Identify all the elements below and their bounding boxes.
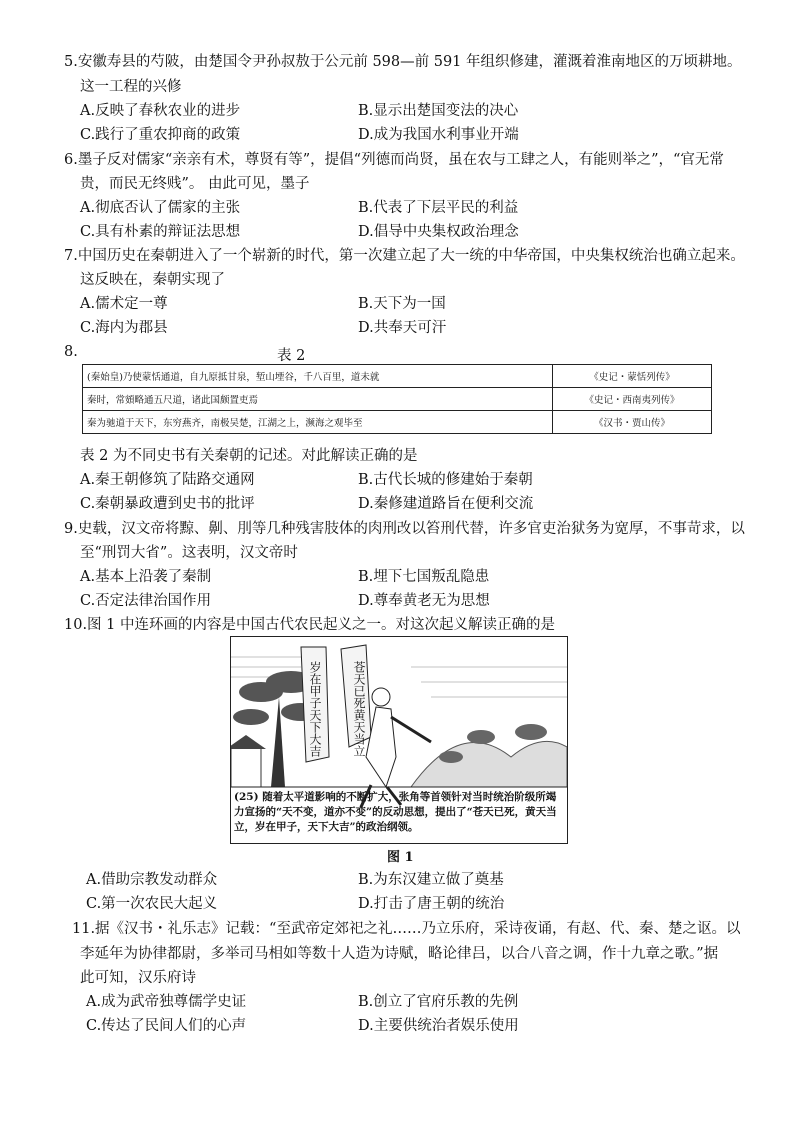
- q8-option-c: C.秦朝暴政遭到史书的批评: [80, 496, 255, 512]
- q6-option-c: C.具有朴素的辩证法思想: [80, 224, 241, 240]
- q8-option-d: D.秦修建道路旨在便利交流: [358, 496, 534, 512]
- q6-stem-line1: 6.墨子反对儒家“亲亲有术，尊贤有等”，提倡“列德而尚贤，虽在农与工肆之人，有能则举之”，“官无常: [64, 152, 724, 168]
- q9-option-b: B.埋下七国叛乱隐患: [358, 569, 490, 585]
- q11-option-a: A.成为武帝独尊儒学史证: [86, 994, 247, 1010]
- q8-number: 8.: [64, 344, 78, 360]
- q10-option-d: D.打击了唐王朝的统治: [358, 896, 505, 912]
- q5-option-c: C.践行了重农抑商的政策: [80, 127, 241, 143]
- comic-caption-text: (25) 随着太平道影响的不断扩大，张角等首领针对当时统治阶级所竭力宣扬的“天不变，道亦不变”的反动思想，提出了“苍天已死，黄天当立，岁在甲子，天下大吉”的政治纲领。: [234, 791, 557, 833]
- q5-option-a: A.反映了春秋农业的进步: [80, 103, 241, 119]
- table-row: [83, 411, 712, 434]
- q9-option-c: C.否定法律治国作用: [80, 593, 212, 609]
- banner-slogan-left: 岁在甲子天下大吉: [308, 661, 322, 757]
- table-caption: 表 2: [277, 348, 306, 364]
- q10-stem: 10.图 1 中连环画的内容是中国古代农民起义之一。对这次起义解读正确的是: [64, 617, 556, 633]
- table-row: [83, 365, 712, 388]
- q9-stem-line2: 至“刑罚大省”。这表明，汉文帝时: [80, 545, 298, 561]
- q10-option-b: B.为东汉建立做了奠基: [358, 872, 504, 888]
- q7-option-c: C.海内为郡县: [80, 320, 168, 336]
- q11-stem-line3: 此可知，汉乐府诗: [80, 970, 196, 986]
- q9-option-d: D.尊奉黄老无为思想: [358, 593, 490, 609]
- q10-option-c: C.第一次农民大起义: [86, 896, 218, 912]
- q10-option-a: A.借助宗教发动群众: [86, 872, 218, 888]
- q8-option-b: B.古代长城的修建始于秦朝: [358, 472, 533, 488]
- q11-option-d: D.主要供统治者娱乐使用: [358, 1018, 519, 1034]
- q8-stem: 表 2 为不同史书有关秦朝的记述。对此解读正确的是: [80, 448, 418, 464]
- q7-option-b: B.天下为一国: [358, 296, 446, 312]
- q6-option-d: D.倡导中央集权政治理念: [358, 224, 519, 240]
- q6-stem-line2: 贵，而民无终贱”。 由此可见，墨子: [80, 176, 310, 192]
- q11-option-b: B.创立了官府乐教的先例: [358, 994, 519, 1010]
- q5-stem-line1: 5.安徽寿县的芍陂，由楚国令尹孙叔敖于公元前 598—前 591 年组织修建，灌溉着淮南地区的万顷耕地。: [64, 54, 742, 70]
- q7-stem-line1: 7.中国历史在秦朝进入了一个崭新的时代，第一次建立起了大一统的中华帝国，中央集权统治也确立起来。: [64, 248, 745, 264]
- q9-stem-line1: 9.史载，汉文帝将黥、劓、刖等几种残害肢体的肉刑改以笞刑代替，许多官吏治狱务为宽厚，不事苛求，以: [64, 521, 745, 537]
- table-cell-text: 秦为驰道于天下，东穷燕齐，南极吴楚，江湖之上，濒海之观毕至: [83, 411, 553, 434]
- q5-stem-line2: 这一工程的兴修: [80, 79, 182, 95]
- q6-option-a: A.彻底否认了儒家的主张: [80, 200, 241, 216]
- banner-slogan-right: 苍天已死黄天当立: [352, 661, 366, 757]
- q7-stem-line2: 这反映在，秦朝实现了: [80, 272, 225, 288]
- q7-option-d: D.共奉天可汗: [358, 320, 447, 336]
- q7-option-a: A.儒术定一尊: [80, 296, 168, 312]
- table-cell-source: 《史记・西南夷列传》: [553, 388, 712, 411]
- table-row: [83, 388, 712, 411]
- q5-option-d: D.成为我国水利事业开端: [358, 127, 519, 143]
- q9-option-a: A.基本上沿袭了秦制: [80, 569, 212, 585]
- table-cell-source: 《汉书・贾山传》: [553, 411, 712, 434]
- q5-option-b: B.显示出楚国变法的决心: [358, 103, 519, 119]
- table-cell-source: 《史记・蒙恬列传》: [553, 365, 712, 388]
- q11-stem-line1: 11.据《汉书・礼乐志》记载：“至武帝定郊祀之礼……乃立乐府，采诗夜诵，有赵、代、秦、楚之讴。以: [72, 921, 741, 937]
- q11-option-c: C.传达了民间人们的心声: [86, 1018, 247, 1034]
- table-cell-text: 秦时，常頞略通五尺道，诸此国颇置吏焉: [83, 388, 553, 411]
- q6-option-b: B.代表了下层平民的利益: [358, 200, 519, 216]
- table-cell-text: (秦始皇)乃使蒙恬通道，自九原抵甘泉，堑山堙谷，千八百里，道未就: [83, 365, 553, 388]
- figure-caption: 图 1: [387, 850, 414, 865]
- q11-stem-line2: 李延年为协律都尉，多举司马相如等数十人造为诗赋，略论律吕，以合八音之调，作十九章之歌。”据: [80, 946, 719, 962]
- q8-option-a: A.秦王朝修筑了陆路交通网: [80, 472, 255, 488]
- source-table: [82, 364, 712, 434]
